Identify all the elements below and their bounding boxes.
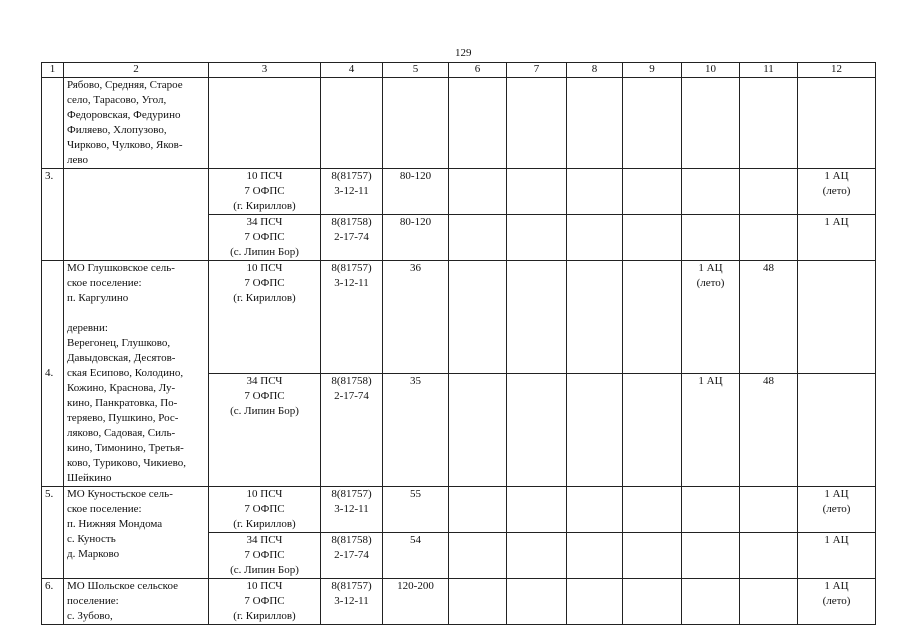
empty-cell (507, 579, 567, 625)
unit-line: 34 ПСЧ (246, 375, 283, 387)
unit-cell (209, 261, 321, 374)
distance-cell: 120-200 (383, 579, 449, 625)
empty-cell (682, 533, 740, 579)
distance-cell: 36 (383, 261, 449, 374)
settlement-line: кино, Тимонино, Третья- (67, 442, 184, 454)
equipment-line: 1 АЦ (824, 488, 849, 500)
settlement-line: деревни: (67, 322, 108, 334)
unit-line: 7 ОФПС (244, 549, 285, 561)
settlement-line: ское поселение: (67, 503, 142, 515)
settlement-line: Давыдовская, Десятов- (67, 352, 176, 364)
phone-line: 8(81757) (331, 170, 372, 182)
equipment-cell (798, 261, 876, 374)
settlement-line: с. Куность (67, 533, 116, 545)
unit-line: 10 ПСЧ (246, 262, 283, 274)
settlement-line: Кожино, Краснова, Лу- (67, 382, 176, 394)
empty-cell (623, 533, 682, 579)
table-row (42, 169, 876, 215)
column-header: 8 (567, 63, 623, 78)
table-row (42, 579, 876, 625)
settlement-cell (64, 487, 209, 579)
equipment-line: (лето) (822, 185, 851, 197)
value-cell: 48 (740, 374, 798, 487)
row-number-cell: 6. (42, 579, 64, 625)
settlement-line: ское поселение: (67, 277, 142, 289)
column-header: 7 (507, 63, 567, 78)
empty-cell (623, 579, 682, 625)
unit-cell (209, 78, 321, 169)
settlement-cell (64, 261, 209, 487)
equipment-line: (лето) (822, 595, 851, 607)
empty-cell (567, 215, 623, 261)
phone-line: 2-17-74 (334, 231, 369, 243)
empty-cell (740, 533, 798, 579)
empty-cell (623, 374, 682, 487)
empty-cell (567, 169, 623, 215)
phone-cell (321, 261, 383, 374)
column-number-row (42, 63, 876, 78)
unit-line: (г. Кириллов) (233, 200, 296, 212)
empty-cell (449, 579, 507, 625)
settlement-line: Федоровская, Федурино (67, 109, 181, 121)
unit-line: 10 ПСЧ (246, 580, 283, 592)
unit-line: (с. Липин Бор) (230, 405, 299, 417)
unit-cell (209, 533, 321, 579)
empty-cell (682, 215, 740, 261)
unit-line: (г. Кириллов) (233, 610, 296, 622)
empty-cell (740, 78, 798, 169)
phone-line: 8(81758) (331, 375, 372, 387)
empty-cell (449, 374, 507, 487)
empty-cell (567, 261, 623, 374)
equipment-cell (798, 487, 876, 533)
settlement-line: кино, Панкратовка, По- (67, 397, 178, 409)
empty-cell (449, 78, 507, 169)
equipment-cell (798, 374, 876, 487)
empty-cell (740, 169, 798, 215)
phone-line: 3-12-11 (334, 503, 369, 515)
empty-cell (623, 78, 682, 169)
empty-cell (449, 533, 507, 579)
column-header: 6 (449, 63, 507, 78)
fire-service-table (41, 62, 876, 625)
empty-cell (449, 215, 507, 261)
row-number-cell: 4. (42, 261, 64, 487)
distance-cell: 55 (383, 487, 449, 533)
settlement-line: ляково, Садовая, Силь- (67, 427, 176, 439)
settlement-line: д. Марково (67, 548, 120, 560)
settlement-line: Филяево, Хлопузово, (67, 124, 167, 136)
unit-line: (с. Липин Бор) (230, 564, 299, 576)
row-number-cell: 5. (42, 487, 64, 579)
settlement-line: п. Нижняя Мондома (67, 518, 163, 530)
empty-cell (567, 374, 623, 487)
distance-cell: 80-120 (383, 169, 449, 215)
settlement-line: лево (67, 154, 88, 166)
empty-cell (740, 215, 798, 261)
unit-cell (209, 215, 321, 261)
column-header: 1 (42, 63, 64, 78)
distance-cell: 54 (383, 533, 449, 579)
equipment-cell (798, 533, 876, 579)
settlement-cell (64, 78, 209, 169)
distance-cell (383, 78, 449, 169)
column-header: 9 (623, 63, 682, 78)
unit-line: (с. Липин Бор) (230, 246, 299, 258)
empty-cell (682, 487, 740, 533)
settlement-line: поселение: (67, 595, 119, 607)
phone-cell (321, 78, 383, 169)
phone-line: 8(81757) (331, 580, 372, 592)
equipment-cell (798, 169, 876, 215)
empty-cell (623, 487, 682, 533)
empty-cell (507, 533, 567, 579)
table-row (42, 261, 876, 374)
column-header: 3 (209, 63, 321, 78)
phone-line: 3-12-11 (334, 185, 369, 197)
empty-cell (449, 261, 507, 374)
unit-cell (209, 487, 321, 533)
phone-line: 3-12-11 (334, 277, 369, 289)
equipment-cell (798, 579, 876, 625)
equipment-line: 1 АЦ (824, 534, 849, 546)
spacer (67, 306, 206, 321)
equipment-line: 1 АЦ (698, 262, 723, 274)
settlement-line: село, Тарасово, Угол, (67, 94, 167, 106)
settlement-line: с. Зубово, (67, 610, 113, 622)
settlement-line: Чирково, Чулково, Яков- (67, 139, 183, 151)
unit-line: 10 ПСЧ (246, 488, 283, 500)
empty-cell (740, 487, 798, 533)
page-number: 129 (455, 47, 472, 59)
phone-cell (321, 374, 383, 487)
empty-cell (567, 78, 623, 169)
empty-cell (507, 487, 567, 533)
settlement-line: теряево, Пушкино, Рос- (67, 412, 179, 424)
equipment-cell (682, 261, 740, 374)
unit-cell (209, 169, 321, 215)
equipment-line: 1 АЦ (698, 375, 723, 387)
phone-line: 2-17-74 (334, 390, 369, 402)
table-row (42, 487, 876, 533)
row-number-cell (42, 78, 64, 169)
equipment-line: (лето) (696, 277, 725, 289)
equipment-line: (лето) (822, 503, 851, 515)
empty-cell (449, 169, 507, 215)
value-cell: 48 (740, 261, 798, 374)
settlement-line: Рябово, Средняя, Старое (67, 79, 183, 91)
empty-cell (623, 215, 682, 261)
empty-cell (449, 487, 507, 533)
phone-line: 8(81757) (331, 262, 372, 274)
equipment-cell (798, 215, 876, 261)
phone-line: 8(81757) (331, 488, 372, 500)
empty-cell (507, 169, 567, 215)
settlement-line: МО Шольское сельское (67, 580, 178, 592)
unit-cell (209, 374, 321, 487)
empty-cell (682, 78, 740, 169)
empty-cell (507, 261, 567, 374)
phone-line: 8(81758) (331, 534, 372, 546)
column-header: 2 (64, 63, 209, 78)
empty-cell (567, 533, 623, 579)
phone-cell (321, 215, 383, 261)
unit-line: 34 ПСЧ (246, 216, 283, 228)
settlement-line: п. Каргулино (67, 292, 129, 304)
unit-line: 10 ПСЧ (246, 170, 283, 182)
column-header: 10 (682, 63, 740, 78)
empty-cell (507, 78, 567, 169)
column-header: 11 (740, 63, 798, 78)
unit-line: 7 ОФПС (244, 390, 285, 402)
phone-line: 2-17-74 (334, 549, 369, 561)
row-number-cell: 3. (42, 169, 64, 261)
settlement-line: МО Куностьское сель- (67, 488, 173, 500)
settlement-line: МО Глушковское сель- (67, 262, 175, 274)
distance-cell: 80-120 (383, 215, 449, 261)
settlement-cell (64, 579, 209, 625)
empty-cell (623, 261, 682, 374)
equipment-line: 1 АЦ (824, 216, 849, 228)
settlement-line: ково, Турикoво, Чикиево, (67, 457, 186, 469)
column-header: 5 (383, 63, 449, 78)
empty-cell (682, 579, 740, 625)
unit-line: 7 ОФПС (244, 185, 285, 197)
distance-cell: 35 (383, 374, 449, 487)
empty-cell (798, 78, 876, 169)
unit-line: (г. Кириллов) (233, 518, 296, 530)
settlement-cell (64, 169, 209, 261)
empty-cell (567, 579, 623, 625)
phone-line: 3-12-11 (334, 595, 369, 607)
phone-cell (321, 579, 383, 625)
settlement-line: Верегонец, Глушково, (67, 337, 171, 349)
unit-line: 7 ОФПС (244, 231, 285, 243)
unit-line: 34 ПСЧ (246, 534, 283, 546)
empty-cell (507, 215, 567, 261)
phone-cell (321, 169, 383, 215)
empty-cell (740, 579, 798, 625)
empty-cell (567, 487, 623, 533)
unit-line: 7 ОФПС (244, 277, 285, 289)
empty-cell (507, 374, 567, 487)
empty-cell (623, 169, 682, 215)
unit-line: 7 ОФПС (244, 595, 285, 607)
equipment-line: 1 АЦ (824, 170, 849, 182)
column-header: 4 (321, 63, 383, 78)
phone-cell (321, 487, 383, 533)
settlement-line: Шейкино (67, 472, 112, 484)
phone-line: 8(81758) (331, 216, 372, 228)
unit-line: (г. Кириллов) (233, 292, 296, 304)
equipment-line: 1 АЦ (824, 580, 849, 592)
equipment-cell (682, 374, 740, 487)
table-row (42, 78, 876, 169)
unit-line: 7 ОФПС (244, 503, 285, 515)
settlement-line: ская Есипово, Колодино, (67, 367, 184, 379)
unit-cell (209, 579, 321, 625)
empty-cell (682, 169, 740, 215)
phone-cell (321, 533, 383, 579)
column-header: 12 (798, 63, 876, 78)
